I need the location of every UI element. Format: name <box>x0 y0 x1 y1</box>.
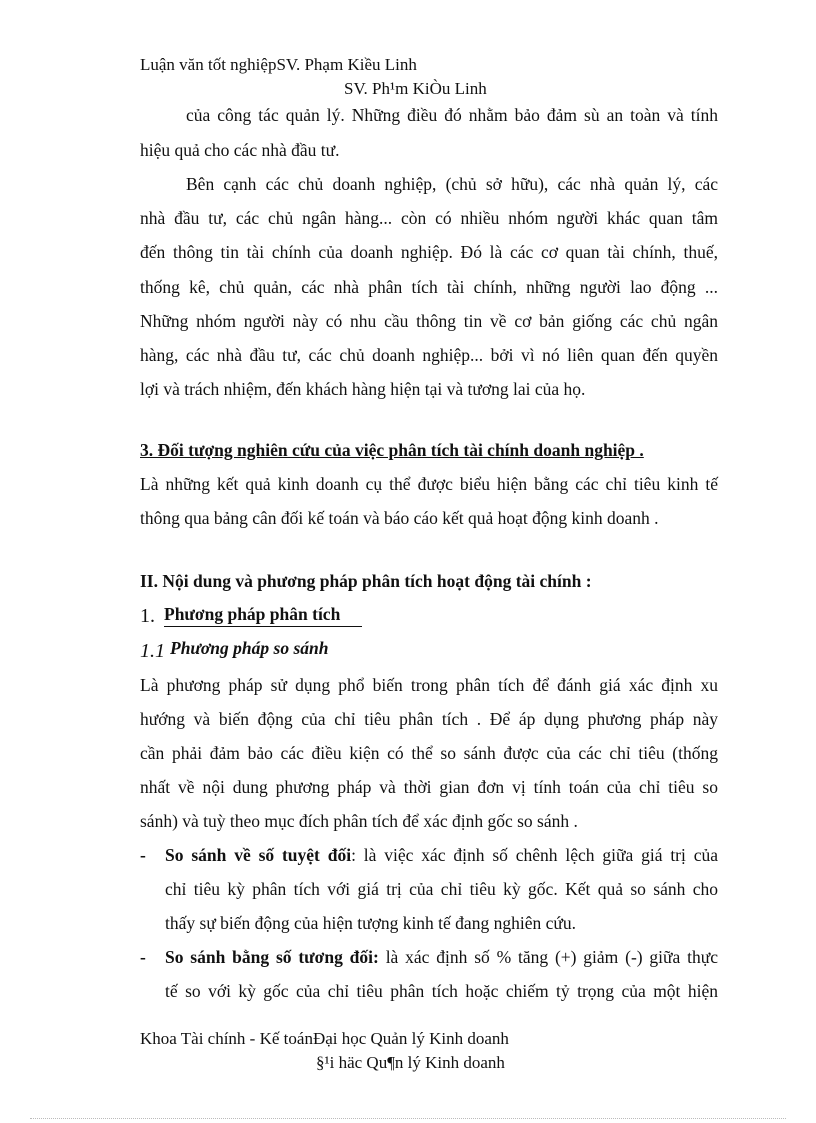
paragraph-line: hướng và biến động của chỉ tiêu phân tích . Để áp dụng phương pháp này <box>140 709 718 729</box>
header-subtitle: SV. Ph¹m KiÒu Linh <box>344 79 487 98</box>
paragraph-line: thống kê, chủ quản, các nhà phân tích tài chính, những người lao động ... <box>140 277 718 297</box>
page-bottom-divider <box>30 1118 786 1119</box>
bullet-term: So sánh về số tuyệt đối <box>165 845 352 865</box>
paragraph-line: đến thông tin tài chính của doanh nghiệp. Đó là các cơ quan tài chính, thuế, <box>140 242 718 262</box>
bullet-dash: - <box>140 845 146 865</box>
paragraph-line: cần phải đảm bảo các điều kiện có thể so sánh được của các chỉ tiêu (thống <box>140 743 718 763</box>
paragraph-line: thông qua bảng cân đối kế toán và báo cáo kết quả hoạt động kinh doanh . <box>140 508 659 528</box>
section-heading: 3. Đối tượng nghiên cứu của việc phân tích tài chính doanh nghiệp . <box>140 440 644 460</box>
bullet-text: : là việc xác định số chênh lệch giữa giá trị của <box>351 845 718 865</box>
paragraph-line: sánh) và tuỳ theo mục đích phân tích để xác định gốc so sánh . <box>140 811 578 831</box>
bullet-item <box>165 845 718 866</box>
paragraph-line: nhất về nội dung phương pháp và thời gian đơn vị tính toán của chỉ tiêu so <box>140 777 718 797</box>
footer-subtitle: §¹i häc Qu¶n lý Kinh doanh <box>316 1053 505 1072</box>
bullet-dash: - <box>140 947 146 967</box>
paragraph-line: Bên cạnh các chủ doanh nghiệp, (chủ sở hữu), các nhà quản lý, các <box>186 174 718 194</box>
paragraph-line: nhà đầu tư, các chủ ngân hàng... còn có nhiều nhóm người khác quan tâm <box>140 208 718 228</box>
paragraph-line: Là những kết quả kinh doanh cụ thể được biểu hiện bằng các chỉ tiêu kinh tế <box>140 474 718 494</box>
paragraph-line: thấy sự biến động của hiện tượng kinh tế đang nghiên cứu. <box>165 913 576 933</box>
chapter-heading: II. Nội dung và phương pháp phân tích hoạt động tài chính : <box>140 571 592 591</box>
subsection-heading: Phương pháp phân tích <box>164 604 362 627</box>
bullet-item <box>165 947 718 968</box>
bullet-term: So sánh bằng số tương đối: <box>165 947 379 967</box>
paragraph-line: chỉ tiêu kỳ phân tích với giá trị của chỉ tiêu kỳ gốc. Kết quả so sánh cho <box>165 879 718 899</box>
heading-number: 1. <box>140 605 155 627</box>
paragraph-line: lợi và trách nhiệm, đến khách hàng hiện tại và tương lai của họ. <box>140 379 586 399</box>
subsubsection-heading: Phương pháp so sánh <box>170 638 329 658</box>
paragraph-line: hàng, các nhà đầu tư, các chủ doanh nghiệp... bởi vì nó liên quan đến quyền <box>140 345 718 365</box>
bullet-text: là xác định số % tăng (+) giảm (-) giữa thực <box>378 947 718 967</box>
header-title: Luận văn tốt nghiệpSV. Phạm Kiều Linh <box>140 55 417 74</box>
paragraph-line: Những nhóm người này có nhu cầu thông tin về cơ bản giống các chủ ngân <box>140 311 718 331</box>
paragraph-line: của công tác quản lý. Những điều đó nhằm bảo đảm sù an toàn và tính <box>186 105 718 125</box>
heading-number: 1.1 <box>140 640 165 662</box>
paragraph-line: tế so với kỳ gốc của chỉ tiêu phân tích hoặc chiếm tỷ trọng của một hiện <box>165 981 718 1001</box>
paragraph-line: Là phương pháp sử dụng phổ biến trong phân tích để đánh giá xác định xu <box>140 675 718 695</box>
footer-title: Khoa Tài chính - Kế toánĐại học Quản lý Kinh doanh <box>140 1029 509 1048</box>
paragraph-line: hiệu quả cho các nhà đầu tư. <box>140 140 340 160</box>
